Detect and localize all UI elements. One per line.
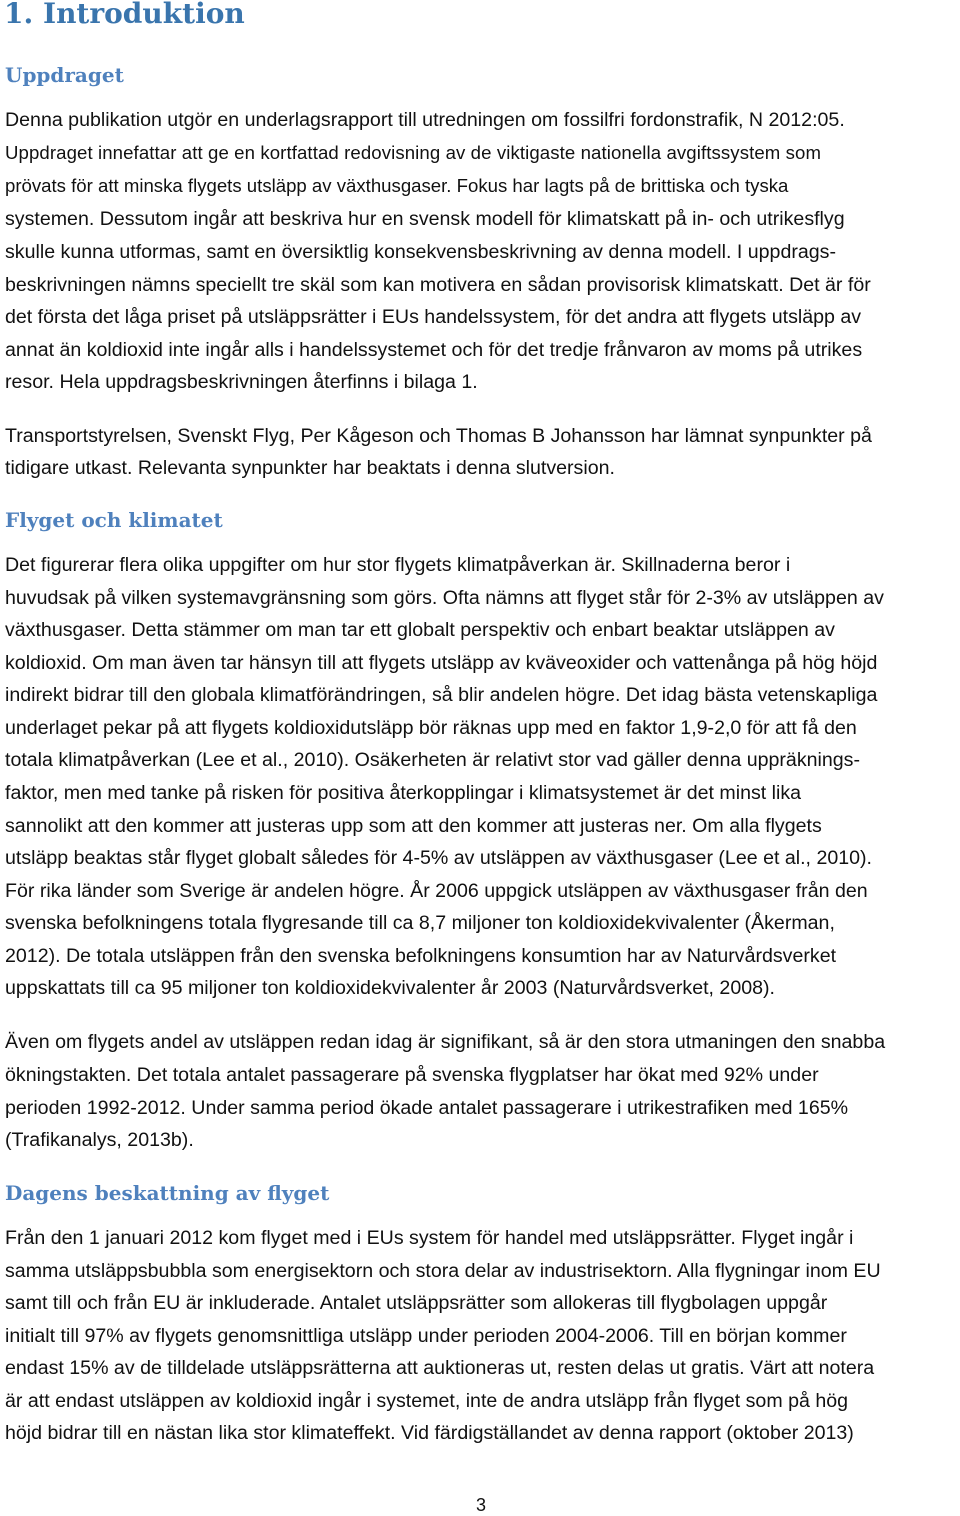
page-title: 1. Introduktion <box>4 0 245 30</box>
paragraph-line: prövats för att minska flygets utsläpp av växthusgaser. Fokus har lagts på de brittiska och tyska <box>5 175 789 196</box>
paragraph-line: Denna publikation utgör en underlagsrapport till utredningen om fossilfri fordonstrafik, N 2012:05. <box>5 109 845 131</box>
paragraph-line: Transportstyrelsen, Svenskt Flyg, Per Kågeson och Thomas B Johansson har lämnat synpunkter på <box>5 425 872 447</box>
paragraph-line: endast 15% av de tilldelade utsläppsrätterna att auktioneras ut, resten delas ut gratis. Värt att notera <box>5 1357 875 1379</box>
section-heading-flyget-och-klimatet: Flyget och klimatet <box>5 508 223 532</box>
section-heading-dagens-beskattning: Dagens beskattning av flyget <box>5 1181 330 1205</box>
paragraph-line: är att endast utsläppen av koldioxid ingår i systemet, inte de andra utsläpp från flyget som på hög <box>5 1390 849 1412</box>
paragraph-line: faktor, men med tanke på risken för positiva återkopplingar i klimatsystemet är det minst lika <box>5 782 802 804</box>
paragraph-line: samma utsläppsbubbla som energisektorn och stora delar av industrisektorn. Alla flygningar inom EU <box>5 1260 881 1282</box>
paragraph-line: koldioxid. Om man även tar hänsyn till att flygets utsläpp av kväveoxider och vattenånga på hög höjd <box>5 652 878 674</box>
paragraph-line: initialt till 97% av flygets genomsnittliga utsläpp under perioden 2004-2006. Till en början kommer <box>5 1325 847 1347</box>
paragraph-line: utsläpp beaktas står flyget globalt således för 4-5% av utsläppen av växthusgaser (Lee et al., 2010). <box>5 847 872 869</box>
paragraph-line: ökningstakten. Det totala antalet passagerare på svenska flygplatser har ökat med 92% under <box>5 1064 819 1086</box>
paragraph-line: växthusgaser. Detta stämmer om man tar ett globalt perspektiv och enbart beaktar utsläppen av <box>5 619 835 641</box>
paragraph-line: uppskattats till ca 95 miljoner ton koldioxidekvivalenter år 2003 (Naturvårdsverket, 2008). <box>5 977 775 999</box>
paragraph-line: samt till och från EU är inkluderade. Antalet utsläppsrätter som allokeras till flygbolagen uppgår <box>5 1292 828 1314</box>
paragraph-line: För rika länder som Sverige är andelen högre. År 2006 uppgick utsläppen av växthusgaser från den <box>5 880 868 902</box>
paragraph-line: det första det låga priset på utsläppsrätter i EUs handelssystem, för det andra att flygets utsläpp av <box>5 306 862 328</box>
page-number: 3 <box>476 1495 487 1515</box>
section-heading-uppdraget: Uppdraget <box>5 63 124 87</box>
paragraph-line: underlaget pekar på att flygets koldioxidutsläpp bör räknas upp med en faktor 1,9-2,0 för att få den <box>5 717 857 739</box>
paragraph-line: totala klimatpåverkan (Lee et al., 2010). Osäkerheten är relativt stor vad gäller denna uppräknings- <box>5 749 860 771</box>
paragraph-line: huvudsak på vilken systemavgränsning som görs. Ofta nämns att flyget står för 2-3% av utsläppen av <box>5 587 884 609</box>
paragraph-line: tidigare utkast. Relevanta synpunkter har beaktats i denna slutversion. <box>5 457 615 479</box>
paragraph-line: skulle kunna utformas, samt en översiktlig konsekvensbeskrivning av denna modell. I uppdrags- <box>5 241 836 263</box>
paragraph-line: beskrivningen nämns speciellt tre skäl som kan motivera en sådan provisorisk klimatskatt. Det är för <box>5 274 871 296</box>
paragraph-line: Det figurerar flera olika uppgifter om hur stor flygets klimatpåverkan är. Skillnaderna beror i <box>5 554 791 576</box>
paragraph-line: perioden 1992-2012. Under samma period ökade antalet passagerare i utrikestrafiken med 165% <box>5 1097 849 1119</box>
paragraph-line: Uppdraget innefattar att ge en kortfattad redovisning av de viktigaste nationella avgiftssystem som <box>5 142 822 163</box>
paragraph-line: indirekt bidrar till den globala klimatförändringen, så blir andelen högre. Det idag bästa vetenskapliga <box>5 684 878 706</box>
paragraph-line: (Trafikanalys, 2013b). <box>5 1129 194 1151</box>
paragraph-line: Från den 1 januari 2012 kom flyget med i EUs system för handel med utsläppsrätter. Flyget ingår i <box>5 1227 854 1249</box>
paragraph-line: 2012). De totala utsläppen från den svenska befolkningens konsumtion har av Naturvårdsverket <box>5 945 837 967</box>
paragraph-line: svenska befolkningens totala flygresande till ca 8,7 miljoner ton koldioxidekvivalenter (Åkerman, <box>5 912 835 934</box>
paragraph-line: höjd bidrar till en nästan lika stor klimateffekt. Vid färdigställandet av denna rapport (oktober 2013) <box>5 1422 854 1444</box>
paragraph-line: Även om flygets andel av utsläppen redan idag är signifikant, så är den stora utmaningen den snabba <box>5 1031 886 1053</box>
paragraph-line: sannolikt att den kommer att justeras upp som att den kommer att justeras ner. Om alla flygets <box>5 815 822 837</box>
paragraph-line: annat än koldioxid inte ingår alls i handelssystemet och för det tredje frånvaron av moms på utrikes <box>5 339 863 361</box>
paragraph-line: resor. Hela uppdragsbeskrivningen återfinns i bilaga 1. <box>5 371 478 393</box>
paragraph-line: systemen. Dessutom ingår att beskriva hur en svensk modell för klimatskatt på in- och utrikesflyg <box>5 208 845 230</box>
